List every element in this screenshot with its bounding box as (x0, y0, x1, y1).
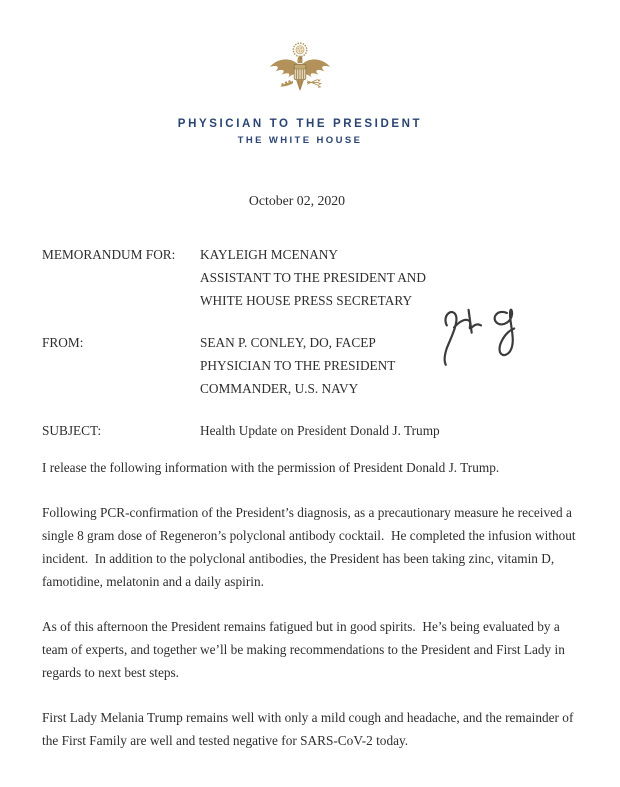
memo-subject-values (200, 419, 578, 442)
gold-eagle-seal-icon (265, 36, 335, 108)
letterhead-subtitle: THE WHITE HOUSE (237, 135, 363, 146)
body-paragraph-release: I release the following information with the permission of President Donald J. Trump. (42, 460, 500, 475)
memo-field-subject (42, 419, 578, 442)
memo-to-label: MEMORANDUM FOR: (42, 247, 176, 262)
memo-subject-label: SUBJECT: (42, 423, 102, 438)
memo-to-line: ASSISTANT TO THE PRESIDENT AND (200, 270, 427, 285)
letterhead (0, 0, 610, 146)
memo-from-line: SEAN P. CONLEY, DO, FACEP (200, 335, 376, 350)
memo-from-line: PHYSICIAN TO THE PRESIDENT (200, 358, 396, 373)
body-paragraph-first-family: First Lady Melania Trump remains well with only a mild cough and headache, and the remainder of the First Family are well and tested negative for SARS-CoV-2 today. (42, 710, 577, 748)
body-paragraph-condition: As of this afternoon the President remains fatigued but in good spirits. He’s being evaluated by a team of experts, and together we’ll be making recommendations to the President and First Lady in regards to next best steps. (42, 619, 569, 680)
memo-subject-line: Health Update on President Donald J. Trump (200, 423, 440, 438)
memo-to-line: KAYLEIGH MCENANY (200, 247, 339, 262)
memo-from-line: COMMANDER, U.S. NAVY (200, 381, 359, 396)
letterhead-title: PHYSICIAN TO THE PRESIDENT (177, 118, 423, 130)
memo-date: October 02, 2020 (248, 193, 346, 208)
memo-body (42, 456, 579, 752)
memo-to-line: WHITE HOUSE PRESS SECRETARY (200, 293, 413, 308)
body-paragraph-treatment: Following PCR-confirmation of the President’s diagnosis, as a precautionary measure he received a single 8 gram dose of Regeneron’s polyclonal antibody cocktail. He completed the infusion without incident. In addition to the polyclonal antibodies, the President has been taking zinc, vitamin D, famotidine, melatonin and a daily aspirin. (42, 505, 579, 589)
handwritten-signature-icon (424, 282, 538, 374)
memo-from-label: FROM: (42, 335, 84, 350)
